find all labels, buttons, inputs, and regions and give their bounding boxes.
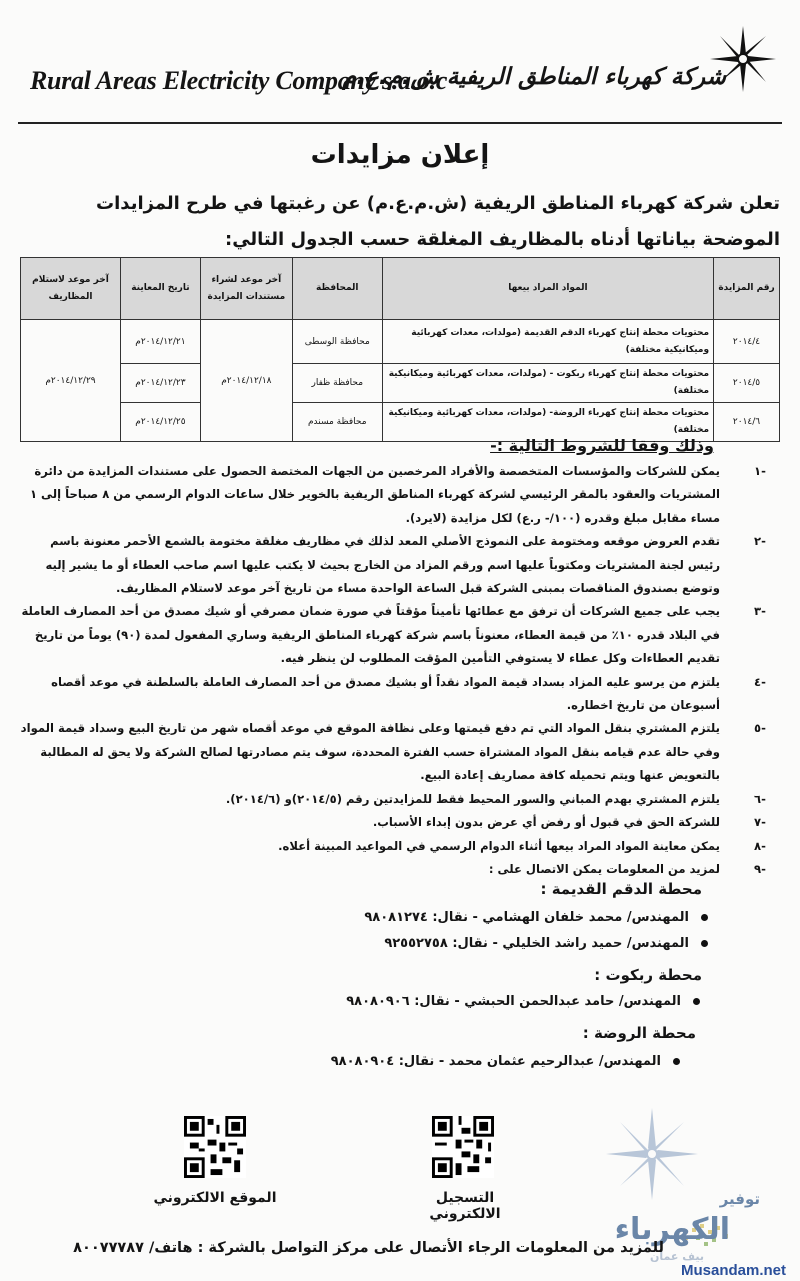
conditions-heading: وذلك وفقا للشروط التالية :- xyxy=(490,436,714,455)
contact-text: المهندس/ حميد راشد الخليلي - نقال: ٩٢٥٥٢٧٥٨ xyxy=(384,936,689,951)
contact-text: المهندس/ محمد خلفان الهشامي - نقال: ٩٨٠٨١٢٧٤ xyxy=(364,910,689,925)
cell-governorate: محافظة ظفار xyxy=(292,364,382,403)
bullet-icon xyxy=(673,1058,680,1065)
station-heading-rakhyut: محطة ربكوت : xyxy=(594,966,702,984)
bullet-icon xyxy=(701,940,708,947)
condition-text: يلتزم المشتري بهدم المباني والسور المحيط فقط للمزايدتين رقم (٢٠١٤/٥)و (٢٠١٤/٦). xyxy=(225,791,720,806)
table-row xyxy=(21,364,780,403)
contact-line xyxy=(346,994,700,1009)
condition-number: -١ xyxy=(754,464,766,478)
condition-number: -٥ xyxy=(754,721,766,736)
contact-line xyxy=(384,936,708,951)
condition-text: يمكن للشركات والمؤسسات المتخصصة والأفراد المرخصين من الجهات المختصة الحصول على مستندات المزايدة من دائرة المشتريات والعقود بالمقر الرئيسي لشركة كهرباء المناطق الريفية بالخوير خلال ساعات الدوام الرسمي من ٨ صباحاً إلى ١ مساء مقابل مبلغ وقدره (١٠٠/- ر.ع) لكل مزايدة (لايرد). xyxy=(29,464,720,525)
cell-purchase-deadline: ٢٠١٤/١٢/١٨م xyxy=(200,320,292,442)
intro-paragraph: تعلن شركة كهرباء المناطق الريفية (ش.م.ع.م) عن رغبتها في طرح المزايدات الموضحة بياناتها أدناه بالمظاريف المغلقة حسب الجدول التالي: xyxy=(96,193,780,250)
company-star-logo-icon xyxy=(708,24,778,94)
cell-number: ٢٠١٤/٥ xyxy=(714,364,780,403)
page-title: إعلان مزايدات xyxy=(310,140,490,170)
table-header-row xyxy=(21,258,780,320)
cell-inspection-date: ٢٠١٤/١٢/٢١م xyxy=(120,320,200,364)
list-item xyxy=(20,530,782,600)
condition-text: يلتزم من يرسو عليه المزاد بسداد قيمة المواد نقداً أو بشيك مصدق من أحد المصارف العاملة بالسلطنة في موعد أقصاه أسبوعان من تاريخ اخطاره. xyxy=(51,674,720,713)
condition-text: يجب على جميع الشركات أن ترفق مع عطائها تأميناً مؤقتاً في صورة ضمان مصرفي أو شيك مصدق من أحد المصارف العاملة في البلاد قدره ١٠٪ من قيمة العطاء، معنوناً باسم شركة كهرباء المناطق الريفية وساري المفعول لمدة (٩٠) يوماً من تاريخ تقديم العطاءات وكل عطاء لا يستوفي التأمين المؤقت المطلوب لن ينظر فيه. xyxy=(21,604,720,666)
condition-text: للشركة الحق في قبول أو رفض أي عرض بدون إبداء الأسباب. xyxy=(372,815,720,830)
cell-items: محتويات محطة إنتاج كهرباء الروضة- (مولدات، معدات كهربائية وميكانيكية مختلفة) xyxy=(382,403,713,442)
condition-number: -٢ xyxy=(754,534,766,549)
cell-number: ٢٠١٤/٦ xyxy=(714,403,780,442)
conditions-list xyxy=(20,460,782,881)
website-label: الموقع الالكتروني xyxy=(153,1190,277,1206)
bullet-icon xyxy=(693,998,700,1005)
condition-text: يمكن معاينة المواد المراد بيعها أثناء الدوام الرسمي في المواعيد المبينة أعلاه. xyxy=(278,838,720,853)
brand-line-2: الكهرباء xyxy=(614,1212,730,1247)
cell-governorate: محافظة الوسطى xyxy=(292,320,382,364)
col-header-governorate: المحافظة xyxy=(292,258,382,320)
col-header-inspection-date: تاريخ المعاينة xyxy=(120,258,200,320)
station-heading-rawdah: محطة الروضة : xyxy=(582,1024,696,1042)
website-qr-code-icon[interactable] xyxy=(184,1116,246,1178)
letterhead xyxy=(18,14,782,124)
cell-submission-deadline: ٢٠١٤/١٢/٢٩م xyxy=(21,320,121,442)
table-row xyxy=(21,320,780,364)
condition-number: -٣ xyxy=(754,604,766,619)
company-name-arabic: شركة كهرباء المناطق الريفية ش.م.ع.م xyxy=(342,64,726,90)
brand-line-3: بيف عمان xyxy=(650,1250,704,1263)
cell-items: محتويات محطة إنتاج كهرباء ربكوت - (مولدات، معدات كهربائية وميكانيكية مختلفة) xyxy=(382,364,713,403)
list-item xyxy=(20,460,782,530)
cell-items: محتويات محطة إنتاج كهرباء الدقم القديمة (مولدات، معدات كهربائية وميكانيكية مختلفة) xyxy=(382,320,713,364)
cell-number: ٢٠١٤/٤ xyxy=(714,320,780,364)
station-heading-duqm: محطة الدقم القديمة : xyxy=(540,880,702,898)
col-header-items: المواد المراد بيعها xyxy=(382,258,713,320)
condition-number: -٨ xyxy=(754,838,766,853)
list-item xyxy=(20,671,782,718)
contact-line xyxy=(331,1054,680,1069)
brand-line-1: توفير xyxy=(719,1190,760,1208)
list-item xyxy=(20,811,782,834)
condition-number: -٤ xyxy=(754,674,766,689)
condition-number: -٧ xyxy=(754,815,766,830)
condition-text: لمزيد من المعلومات يمكن الاتصال على : xyxy=(488,861,720,876)
contact-line xyxy=(364,910,708,925)
bullet-icon xyxy=(701,914,708,921)
registration-qr-code-icon[interactable] xyxy=(432,1116,494,1178)
auctions-table xyxy=(20,257,780,442)
site-watermark[interactable]: Musandam.net xyxy=(680,1262,786,1279)
condition-text: يلتزم المشتري بنقل المواد التي تم دفع قيمتها وعلى نظافة الموقع في موعد أقصاه شهر من تاريخ البيع وسداد قيمة المواد وفي حالة عدم قيامه بنقل المواد المشتراة حسب الفترة المحددة، سوف يتم مصادرتها لصالح الشركة ولا يحق له المطالبة بالتعويض عنها ويتم تحميله كافة مصاريف إعادة البيع. xyxy=(20,721,720,783)
condition-number: -٦ xyxy=(754,791,766,806)
list-item xyxy=(20,858,782,881)
company-name-english: Rural Areas Electricity Company s.a.o.c xyxy=(30,66,448,95)
cell-inspection-date: ٢٠١٤/١٢/٢٣م xyxy=(120,364,200,403)
condition-text: تقدم العروض موقعه ومختومة على النموذج الأصلي المعد لذلك في مظاريف مغلقة مختومة بالشمع الأحمر معنونة باسم رئيس لجنة المشتريات ومكتوباً عليها اسم ورقم المزاد من الخارج بحيث لا يكتب عليها اسم صاحب العطاء أو ما يشير إليه وتوضع بصندوق المناقصات بمبنى الشركة قبل الساعة الواحدة مساء من تاريخ آخر موعد لاستلام المظاريف. xyxy=(45,534,720,596)
list-item xyxy=(20,600,782,670)
list-item xyxy=(20,717,782,787)
footer-contact: للمزيد من المعلومات الرجاء الأتصال على مركز التواصل بالشركة : هاتف/ ٨٠٠٧٧٧٨٧ xyxy=(73,1240,664,1256)
cell-inspection-date: ٢٠١٤/١٢/٢٥م xyxy=(120,403,200,442)
col-header-submission-deadline: آخر موعد لاستلام المظاريف xyxy=(21,258,121,320)
contact-text: المهندس/ عبدالرحيم عثمان محمد - نقال: ٩٨٠٨٠٩٠٤ xyxy=(330,1054,661,1069)
registration-label: التسجيل الالكتروني xyxy=(429,1190,501,1222)
cell-governorate: محافظة مسندم xyxy=(292,403,382,442)
col-header-number: رقم المزايدة xyxy=(714,258,780,320)
contact-text: المهندس/ حامد عبدالحمن الحبشي - نقال: ٩٨٠٨٠٩٠٦ xyxy=(346,994,681,1009)
list-item xyxy=(20,835,782,858)
list-item xyxy=(20,788,782,811)
col-header-purchase-deadline: آخر موعد لشراء مستندات المزايدة xyxy=(200,258,292,320)
condition-number: -٩ xyxy=(754,861,766,876)
